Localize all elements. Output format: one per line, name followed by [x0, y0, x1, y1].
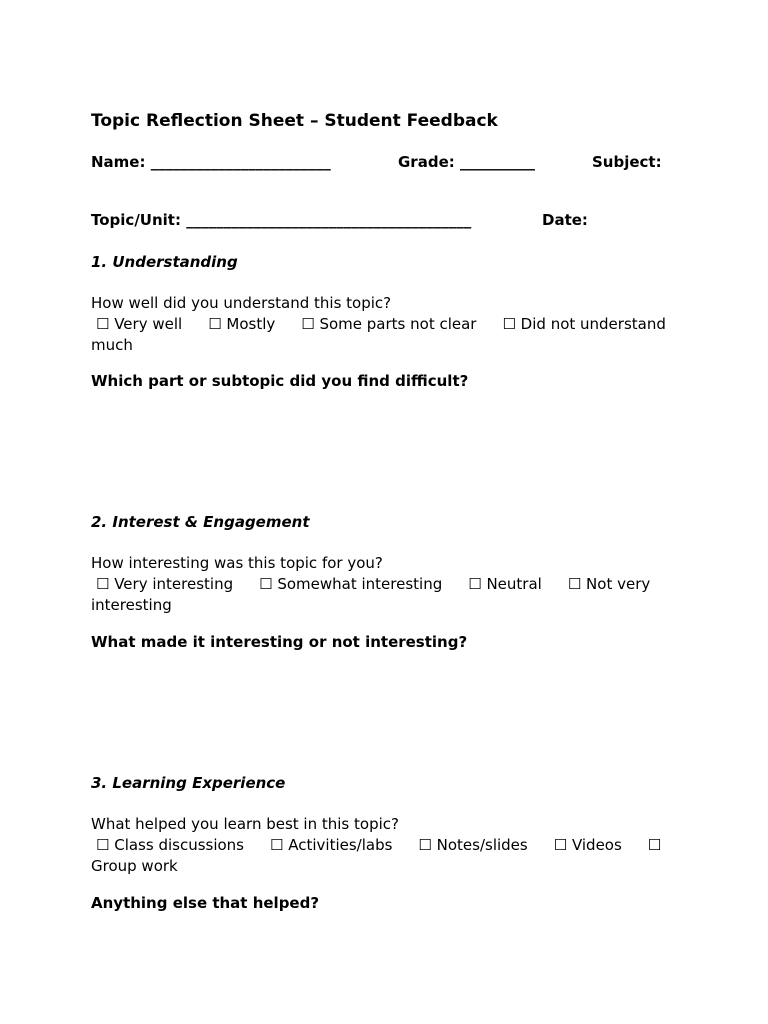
- topic-blank[interactable]: ______________________________________: [186, 211, 472, 229]
- name-blank[interactable]: ________________________: [150, 153, 331, 171]
- section-learning-experience-heading: 3. Learning Experience: [91, 774, 286, 792]
- interest-question: How interesting was this topic for you?: [91, 554, 383, 572]
- interest-option-not-very-interesting[interactable]: ☐ Not very interesting: [91, 575, 651, 614]
- grade-blank[interactable]: __________: [459, 153, 535, 171]
- section-interest-heading: 2. Interest & Engagement: [91, 513, 310, 531]
- date-label: Date:: [542, 211, 588, 229]
- subject-field[interactable]: [592, 153, 662, 171]
- grade-field[interactable]: [398, 153, 535, 171]
- learning-options: [91, 835, 691, 877]
- understanding-option-some-parts-not-clear[interactable]: ☐ Some parts not clear: [301, 315, 477, 333]
- interest-option-very-interesting[interactable]: ☐ Very interesting: [96, 575, 234, 593]
- section-understanding-heading: 1. Understanding: [91, 253, 238, 271]
- understanding-question: How well did you understand this topic?: [91, 294, 392, 312]
- learning-option-group-work[interactable]: ☐ Group work: [91, 836, 662, 875]
- learning-question: What helped you learn best in this topic?: [91, 815, 399, 833]
- learning-option-notes-slides[interactable]: ☐ Notes/slides: [418, 836, 528, 854]
- topic-field[interactable]: [91, 211, 471, 229]
- grade-label: Grade:: [398, 153, 455, 171]
- subject-label: Subject:: [592, 153, 662, 171]
- date-field[interactable]: [542, 211, 588, 229]
- learning-else-prompt: Anything else that helped?: [91, 894, 320, 912]
- topic-label: Topic/Unit:: [91, 211, 181, 229]
- understanding-option-mostly[interactable]: ☐ Mostly: [208, 315, 276, 333]
- interest-option-neutral[interactable]: ☐ Neutral: [468, 575, 542, 593]
- interest-option-somewhat-interesting[interactable]: ☐ Somewhat interesting: [259, 575, 443, 593]
- interest-reason-prompt: What made it interesting or not interesting?: [91, 633, 468, 651]
- understanding-options: [91, 314, 691, 356]
- page-title: Topic Reflection Sheet – Student Feedback: [91, 111, 498, 131]
- understanding-option-did-not-understand[interactable]: ☐ Did not understand much: [91, 315, 666, 354]
- name-label: Name:: [91, 153, 146, 171]
- understanding-difficulty-prompt: Which part or subtopic did you find difficult?: [91, 372, 469, 390]
- understanding-option-very-well[interactable]: ☐ Very well: [96, 315, 183, 333]
- name-field[interactable]: [91, 153, 331, 171]
- interest-options: [91, 574, 691, 616]
- learning-option-videos[interactable]: ☐ Videos: [553, 836, 622, 854]
- learning-option-activities-labs[interactable]: ☐ Activities/labs: [270, 836, 393, 854]
- learning-option-class-discussions[interactable]: ☐ Class discussions: [96, 836, 245, 854]
